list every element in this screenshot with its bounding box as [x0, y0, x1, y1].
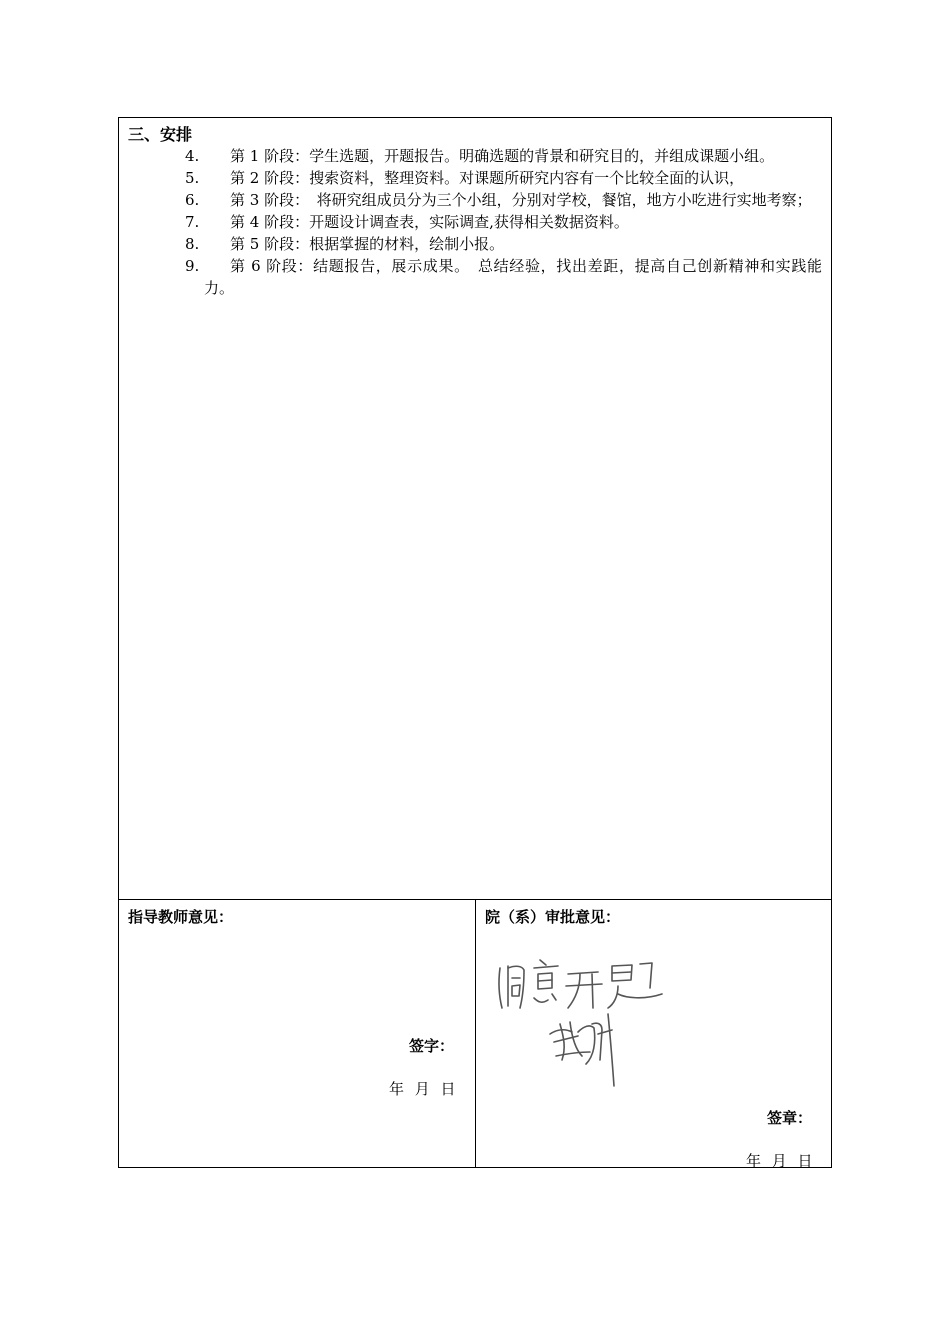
item-text: 第 2 阶段：搜索资料，整理资料。对课题所研究内容有一个比较全面的认识， — [230, 169, 745, 187]
item-number: 8. — [185, 235, 200, 253]
list-item — [119, 211, 831, 233]
schedule-section — [119, 118, 831, 900]
item-number: 5. — [185, 169, 200, 187]
advisor-sign-label: 签字： — [409, 1037, 455, 1055]
dept-stamp-label: 签章： — [767, 1109, 813, 1127]
list-item — [119, 145, 831, 167]
section-title: 三、安排 — [128, 125, 193, 144]
advisor-opinion-label: 指导教师意见： — [128, 908, 234, 926]
item-number: 7. — [185, 213, 200, 231]
item-text: 第 4 阶段：开题设计调查表，实际调查,获得相关数据资料。 — [230, 213, 629, 231]
advisor-date: 年 月 日 — [389, 1080, 456, 1098]
form-table — [118, 117, 832, 1168]
item-number: 9. — [185, 257, 200, 275]
item-text: 第 6 阶段：结题报告，展示成果。 总结经验，找出差距，提高自己创新精神和实践能力。 — [204, 257, 822, 297]
item-number: 6. — [185, 191, 200, 209]
list-item — [119, 189, 831, 211]
item-text: 第 5 阶段：根据掌握的材料，绘制小报。 — [230, 235, 505, 253]
list-item — [119, 167, 831, 189]
schedule-list — [119, 145, 831, 299]
column-divider — [475, 900, 476, 1167]
item-text: 第 3 阶段： 将研究组成员分为三个小组，分别对学校，餐馆，地方小吃进行实地考察； — [230, 191, 812, 209]
list-item — [119, 255, 831, 299]
list-item — [119, 233, 831, 255]
item-text: 第 1 阶段：学生选题，开题报告。明确选题的背景和研究目的，并组成课题小组。 — [230, 147, 775, 165]
dept-opinion-label: 院（系）审批意见： — [485, 908, 621, 926]
handwritten-signature — [494, 938, 674, 1088]
item-number: 4. — [185, 147, 200, 165]
dept-date: 年 月 日 — [746, 1152, 813, 1170]
approval-section — [119, 900, 831, 1170]
